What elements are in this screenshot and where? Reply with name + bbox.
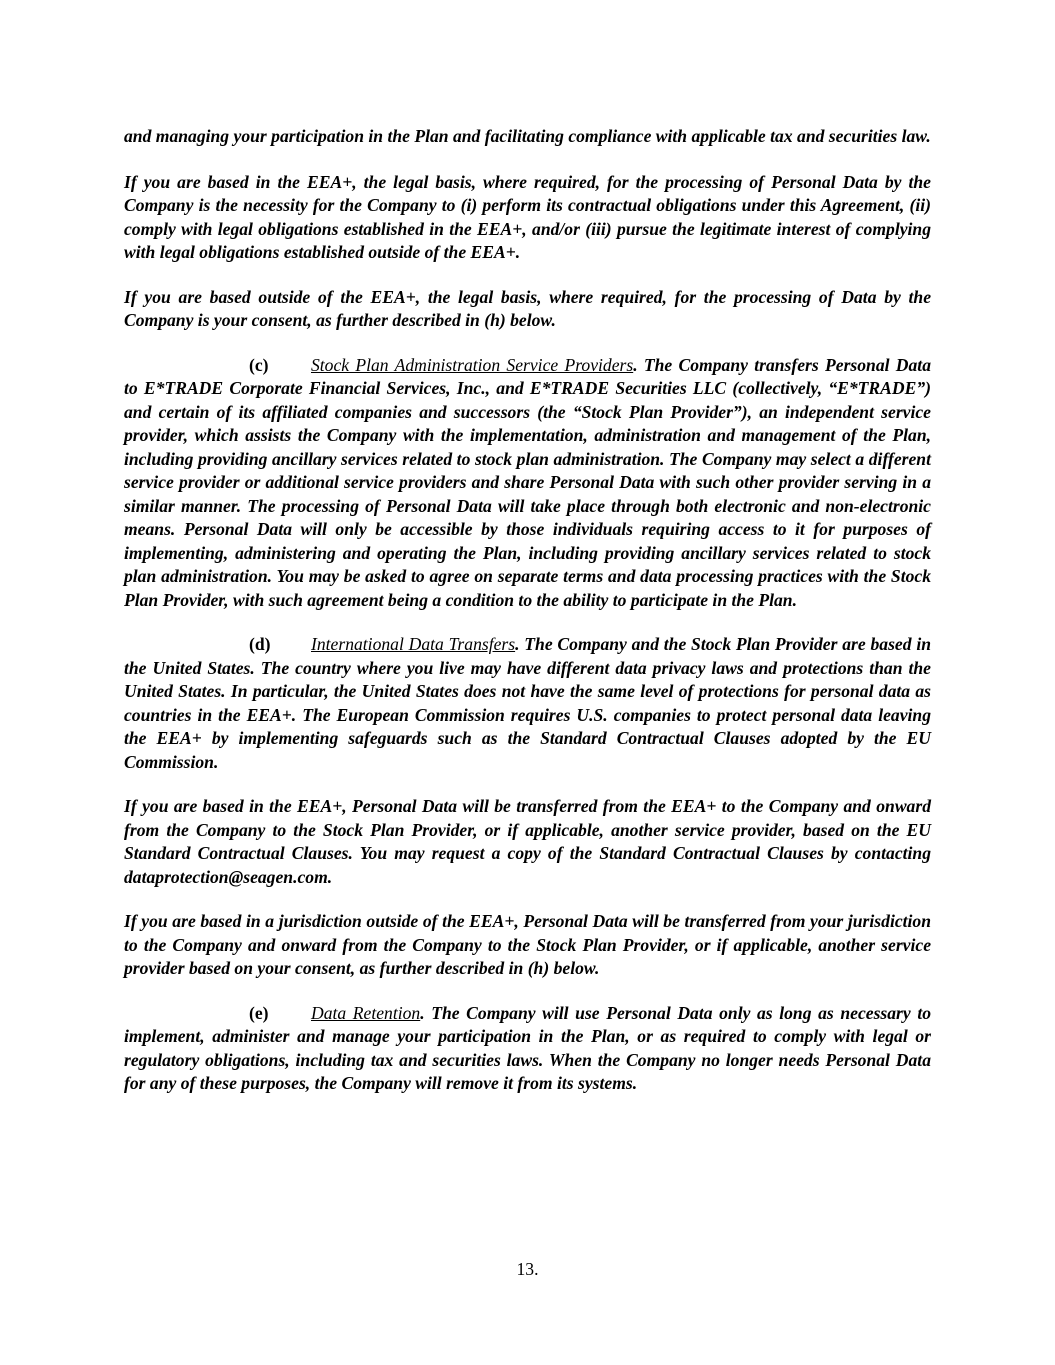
section-d-number: (d) (249, 634, 271, 654)
page-number: 13. (516, 1259, 539, 1279)
paragraph-eea-legal-basis: If you are based in the EEA+, the legal basis, where required, for the processing of Personal Data by the Company is the necessity for the Company to (i) perform its contractual obligations under this Agreement, (ii) comply with legal obligations established in the EEA+, and/or (iii) pursue the legitimate interest of complying with legal obligations established outside of the EEA+. (124, 171, 931, 262)
section-c-number: (c) (249, 354, 269, 375)
section-e-text: . The Company will use Personal Data only as long as necessary to implement, administer and manage your participation in the Plan, or as required to comply with legal or regulatory obligations, including tax and securities laws. When the Company no longer needs Personal Data for any of these purposes, the Company will remove it from its systems. (124, 1002, 931, 1093)
paragraph-non-eea-legal-basis: If you are based outside of the EEA+, the legal basis, where required, for the processing of Data by the Company is your consent, as further described in (h) below. (124, 286, 931, 330)
paragraph-eea-transfers: If you are based in the EEA+, Personal Data will be transferred from the EEA+ to the Company and onward from the Company to the Stock Plan Provider, or if applicable, another service provider, based on the EU Standard Contractual Clauses. You may request a copy of the Standard Contractual Clauses by contacting dataprotection@seagen.com. (124, 796, 931, 887)
section-c-heading: Stock Plan Administration Service Providers (311, 354, 634, 375)
section-d-heading: International Data Transfers (311, 634, 516, 654)
section-c-service-providers (124, 354, 931, 613)
section-e-data-retention (124, 1002, 931, 1096)
section-c-text: . The Company transfers Personal Data to E*TRADE Corporate Financial Services, Inc., and E*TRADE Securities LLC (collectively, “E*TRADE”) and certain of its affiliated companies and successors (the “Stock Plan Provider”), an independent service provider, which assists the Company with the implementation, administration and management of the Plan, including providing ancillary services related to stock plan administration. The Company may select a different service provider or additional service providers and share Personal Data with such other provider serving in a similar manner. The processing of Personal Data will take place through both electronic and non-electronic means. Personal Data will only be accessible by those individuals requiring access to it for purposes of implementing, administering and operating the Plan, including providing ancillary services related to stock plan administration. You may be asked to agree on separate terms and data processing practices with the Stock Plan Provider, with such agreement being a condition to the ability to participate in the Plan. (124, 354, 931, 610)
section-d-data-transfers (124, 633, 931, 774)
paragraph-plan-participation: and managing your participation in the Plan and facilitating compliance with applicable tax and securities law. (124, 126, 931, 146)
section-e-number: (e) (249, 1002, 269, 1023)
section-d-text: . The Company and the Stock Plan Provider are based in the United States. The country where you live may have different data privacy laws and protections than the United States. In particular, the United States does not have the same level of protections for personal data as countries in the EEA+. The European Commission requires U.S. companies to protect personal data leaving the EEA+ by implementing safeguards such as the Standard Contractual Clauses adopted by the EU Commission. (124, 634, 931, 772)
document-body (124, 125, 931, 1117)
paragraph-non-eea-transfers: If you are based in a jurisdiction outside of the EEA+, Personal Data will be transferred from your jurisdiction to the Company and onward from the Company to the Stock Plan Provider, or if applicable, another service provider based on your consent, as further described in (h) below. (124, 911, 931, 978)
section-e-heading: Data Retention (311, 1002, 421, 1023)
